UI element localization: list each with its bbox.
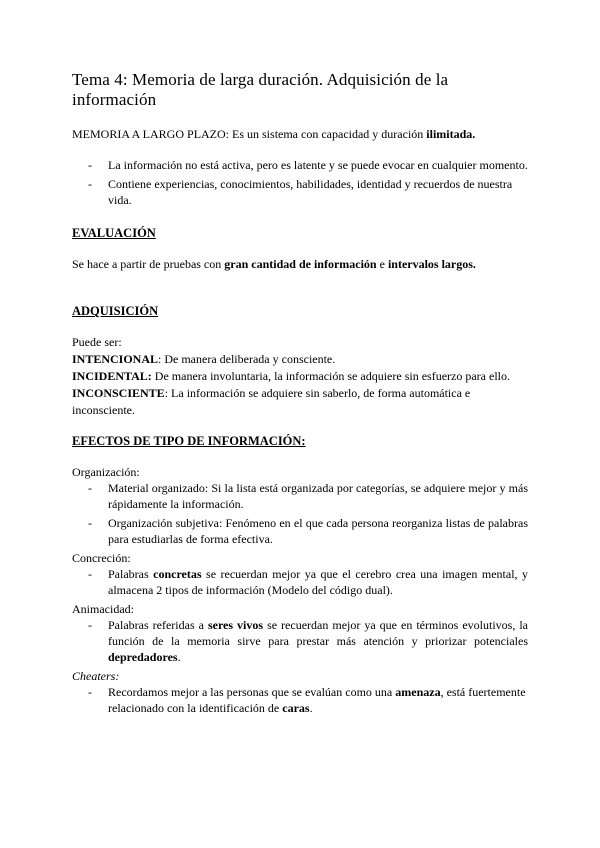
organizacion-list	[72, 480, 528, 547]
section-heading-efectos: EFECTOS DE TIPO DE INFORMACIÓN:	[72, 434, 306, 448]
evaluacion-text1: Se hace a partir de pruebas con	[72, 257, 225, 271]
adquisicion-type-inconsciente	[72, 385, 528, 419]
document-title: Tema 4: Memoria de larga duración. Adquisición de la información	[72, 70, 449, 109]
list-item	[88, 684, 528, 716]
list-item	[88, 566, 528, 598]
adquisicion-intro: Puede ser:	[72, 335, 122, 349]
animacidad-post: .	[177, 650, 181, 664]
adquisicion-type-intencional	[72, 351, 528, 368]
evaluacion-bold1: gran cantidad de información	[224, 257, 377, 271]
cheaters-label: Cheaters:	[72, 669, 120, 683]
cheaters-bold1: amenaza	[395, 685, 441, 699]
adquisicion-type-incidental	[72, 368, 528, 385]
animacidad-label: Animacidad:	[72, 602, 134, 616]
list-item: - Contiene experiencias, conocimientos, habilidades, identidad y recuerdos de nuestra vida.	[88, 176, 528, 208]
type-term: INCONSCIENTE	[72, 386, 165, 400]
cheaters-mid: , está fuertemente relacionado con la identificación de	[108, 685, 526, 715]
animacidad-bold2: depredadores	[108, 650, 178, 664]
list-item: - La información no está activa, pero es latente y se puede evocar en cualquier momento.	[88, 157, 528, 173]
cheaters-post: .	[309, 701, 313, 715]
concrecion-label: Concreción:	[72, 551, 131, 565]
concrecion-pre: Palabras	[108, 567, 154, 581]
type-text: : La información se adquiere sin saberlo, de forma automática e inconsciente.	[72, 386, 471, 417]
animacidad-mid: se recuerdan mejor ya que en términos evolutivos, la función de la memoria sirve para prestar más atención y priorizar potenciales	[108, 618, 528, 648]
evaluacion-text2: e	[376, 257, 388, 271]
type-text: De manera involuntaria, la información se adquiere sin esfuerzo para ello.	[151, 369, 510, 383]
animacidad-bold1: seres vivos	[207, 618, 264, 632]
cheaters-pre: Recordamos mejor a las personas que se evalúan como una	[108, 685, 396, 699]
cheaters-bold2: caras	[282, 701, 310, 715]
list-item: - Organización subjetiva: Fenómeno en el que cada persona reorganiza listas de palabras para estudiarlas de forma efectiva.	[88, 515, 528, 547]
mlp-term: MEMORIA A LARGO PLAZO:	[72, 127, 230, 141]
animacidad-pre: Palabras referidas a	[108, 618, 208, 632]
mlp-definition	[72, 126, 528, 143]
type-term: INCIDENTAL:	[72, 369, 152, 383]
mlp-list	[72, 157, 528, 208]
concrecion-list	[72, 566, 528, 598]
type-text: : De manera deliberada y consciente.	[158, 352, 336, 366]
evaluacion-text	[72, 256, 528, 273]
evaluacion-bold2: intervalos largos.	[387, 257, 476, 271]
mlp-text: Es un sistema con capacidad y duración	[229, 127, 427, 141]
mlp-bold: ilimitada.	[426, 127, 476, 141]
list-item: - Material organizado: Si la lista está organizada por categorías, se adquiere mejor y más rápidamente la información.	[88, 480, 528, 512]
organizacion-label: Organización:	[72, 465, 140, 479]
cheaters-list	[72, 684, 528, 716]
section-heading-evaluacion: EVALUACIÓN	[72, 226, 156, 240]
section-heading-adquisicion: ADQUISICIÓN	[72, 304, 159, 318]
concrecion-post: se recuerdan mejor ya que el cerebro crea una imagen mental, y almacena 2 tipos de información (Modelo del código dual).	[108, 567, 529, 597]
concrecion-bold: concretas	[153, 567, 202, 581]
animacidad-list	[72, 617, 528, 665]
type-term: INTENCIONAL	[72, 352, 159, 366]
list-item	[88, 617, 528, 665]
